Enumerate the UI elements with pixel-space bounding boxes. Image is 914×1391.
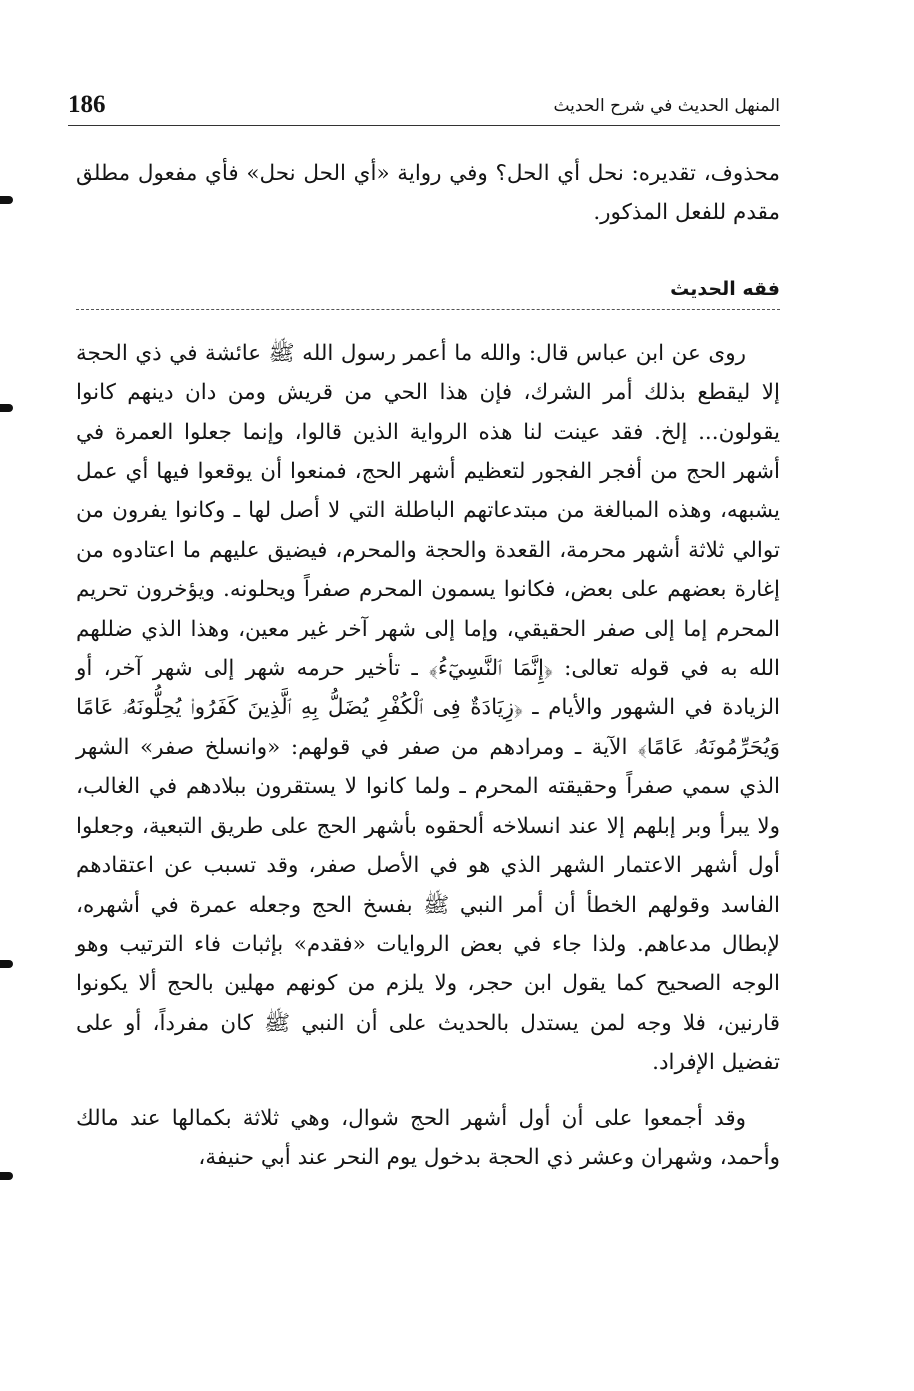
binding-mark [0,196,13,204]
binding-mark [0,404,13,412]
page-body [76,154,780,1177]
paragraph-1: محذوف، تقديره: نحل أي الحل؟ وفي رواية «أي الحل نحل» فأي مفعول مطلق مقدم للفعل المذكور. [76,161,780,226]
binding-mark [0,1172,13,1180]
page-header [68,88,780,126]
section-heading [76,275,780,310]
binding-mark [0,960,13,968]
running-title: المنهل الحديث في شرح الحديث [553,96,780,116]
page-number: 186 [68,91,106,118]
section-heading-rule [76,309,780,310]
paragraph-3: وقد أجمعوا على أن أول أشهر الحج شوال، وهي ثلاثة بكمالها عند مالك وأحمد، وشهران وعشر ذي الحجة بدخول يوم النحر عند أبي حنيفة، [76,1105,780,1170]
header-rule [68,125,780,126]
section-heading-text: فقه الحديث [670,277,780,300]
paragraph-2: روى عن ابن عباس قال: والله ما أعمر رسول الله ﷺ عائشة في ذي الحجة إلا ليقطع بذلك أمر الشرك، فإن هذا الحي من قريش ومن دان دينهم كانوا يقولون... إلخ. فقد عينت لنا هذه الرواية الذين قالوا، وإنما جعلوا العمرة في أشهر الحج من أفجر الفجور لتعظيم أشهر الحج، فمنعوا أن يوقعوا فيها أي عمل يشبهه، وهذه المبالغة من مبتدعاتهم الباطلة التي لا أصل لها ـ وكانوا يفرون من توالي ثلاثة أشهر محرمة، القعدة والحجة والمحرم، فيضيق عليهم ما اعتادوه من إغارة بعضهم على بعض، فكانوا يسمون المحرم صفراً ويحلونه. ويؤخرون تحريم المحرم إما إلى صفر الحقيقي، وإما إلى شهر آخر غير معين، وهذا الذي ضللهم الله به في قوله تعالى: ﴿إِنَّمَا ٱلنَّسِيٓءُ﴾ ـ تأخير حرمه شهر إلى شهر آخر، أو الزيادة في الشهور والأيام ـ ﴿زِيَادَةٌ فِى ٱلْكُفْرِ يُضَلُّ بِهِ ٱلَّذِينَ كَفَرُوا۟ يُحِلُّونَهُۥ عَامًا وَيُحَرِّمُونَهُۥ عَامًا﴾ الآية ـ ومرادهم من صفر في قولهم: «وانسلخ صفر» الشهر الذي سمي صفراً وحقيقته المحرم ـ ولما كانوا لا يستقرون ببلادهم في الغالب، ولا يبرأ وبر إبلهم إلا عند انسلاخه ألحقوه بأشهر الحج على طريق التبعية، وجعلوا أول أشهر الاعتمار الشهر الذي هو في الأصل صفر، وقد تسبب عن اعتقادهم الفاسد وقولهم الخطأ أن أمر النبي ﷺ بفسخ الحج وجعله عمرة في أشهره، لإبطال مدعاهم. ولذا جاء في بعض الروايات «فقدم» بإثبات فاء الترتيب وهو الوجه الصحيح كما يقول ابن حجر، ولا يلزم من كونهم مهلين بالحج ألا يكونوا قارنين، فلا وجه لمن يستدل بالحديث على أن النبي ﷺ كان مفرداً، أو على تفضيل الإفراد. [76,340,780,1076]
